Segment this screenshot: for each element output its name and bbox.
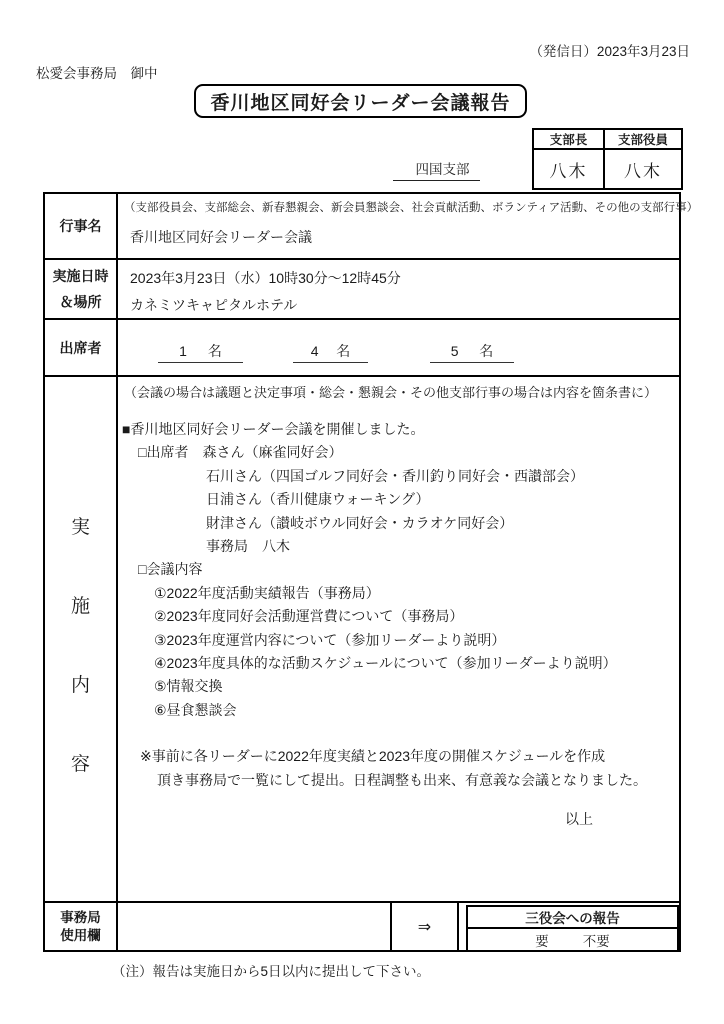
datetime-label-line2: ＆場所 bbox=[59, 294, 102, 310]
details-label-char-1: 実 bbox=[70, 517, 90, 538]
detail-line: ②2023年度同好会活動運営費について（事務局） bbox=[154, 608, 464, 625]
details-cell bbox=[118, 377, 679, 901]
datetime-place-label bbox=[45, 260, 118, 318]
sanyakukai-report-options bbox=[468, 929, 677, 950]
detail-line: □会議内容 bbox=[138, 561, 203, 578]
detail-line: 石川さん（四国ゴルフ同好会・香川釣り同好会・西讃部会） bbox=[206, 467, 584, 484]
datetime-label-line1: 実施日時 bbox=[52, 268, 109, 284]
details-label-char-3: 内 bbox=[70, 675, 90, 696]
attendee-counts bbox=[118, 320, 679, 375]
addressee: 松愛会事務局 御中 bbox=[36, 66, 158, 81]
stamp-value-branch-chief: 八木 bbox=[534, 150, 605, 188]
attendee-count-3 bbox=[430, 341, 514, 363]
option-not-required: 不要 bbox=[582, 933, 610, 949]
approval-stamp-table bbox=[532, 128, 683, 190]
option-required: 要 bbox=[535, 933, 549, 949]
detail-line: ④2023年度具体的な活動スケジュールについて（参加リーダーより説明） bbox=[154, 655, 617, 672]
attendee-count-2-unit: 名 bbox=[336, 343, 351, 359]
stamp-value-branch-officer: 八木 bbox=[624, 161, 662, 181]
attendees-cell bbox=[118, 320, 679, 375]
arrow-cell bbox=[390, 903, 459, 950]
office-use-row bbox=[45, 903, 679, 950]
details-label-char-4: 容 bbox=[70, 754, 90, 775]
detail-line: 頂き事務局で一覧にして提出。日程調整も出来、有意義な会議となりました。 bbox=[157, 771, 647, 788]
stamp-header-branch-officer: 支部役員 bbox=[605, 130, 681, 150]
detail-line: ⑥昼食懇談会 bbox=[154, 701, 237, 718]
datetime-place-row bbox=[45, 260, 679, 320]
report-form-table bbox=[43, 192, 699, 952]
attendee-count-3-unit: 名 bbox=[479, 343, 494, 359]
detail-line: ③2023年度運営内容について（参加リーダーより説明） bbox=[154, 631, 506, 648]
right-arrow-icon: ⇒ bbox=[417, 918, 432, 936]
event-datetime: 2023年3月23日（水）10時30分～12時45分 bbox=[130, 270, 401, 286]
submission-note: （注）報告は実施日から5日以内に提出して下さい。 bbox=[112, 964, 431, 979]
attendee-count-2 bbox=[293, 341, 368, 363]
detail-line: ※事前に各リーダーに2022年度実績と2023年度の開催スケジュールを作成 bbox=[140, 748, 606, 765]
branch-name: 四国支部 bbox=[393, 158, 480, 181]
detail-line: ■香川地区同好会リーダー会議を開催しました。 bbox=[122, 421, 425, 437]
office-use-label-line2: 使用欄 bbox=[60, 927, 101, 943]
event-name-value: 香川地区同好会リーダー会議 bbox=[130, 229, 312, 245]
details-row bbox=[45, 377, 679, 903]
details-label-vertical bbox=[45, 377, 118, 901]
attendee-count-3-value: 5 bbox=[450, 343, 459, 359]
attendee-count-2-value: 4 bbox=[310, 343, 319, 359]
office-use-label-line1: 事務局 bbox=[60, 909, 101, 925]
attendees-row bbox=[45, 320, 679, 377]
detail-line: ⑤情報交換 bbox=[154, 678, 223, 695]
sanyakukai-report-header: 三役会への報告 bbox=[468, 907, 677, 929]
event-name-row bbox=[45, 194, 699, 260]
detail-line: □出席者 森さん（麻雀同好会） bbox=[138, 444, 343, 461]
detail-line: 日浦さん（香川健康ウォーキング） bbox=[206, 491, 430, 508]
attendee-count-1-unit: 名 bbox=[207, 343, 222, 359]
detail-line: 事務局 八木 bbox=[206, 538, 290, 555]
closing-ijou: 以上 bbox=[565, 811, 593, 828]
datetime-place-cell bbox=[118, 260, 679, 318]
event-name-label: 行事名 bbox=[45, 194, 118, 258]
report-title: 香川地区同好会リーダー会議報告 bbox=[210, 92, 511, 114]
details-instruction-note: （会議の場合は議題と決定事項・総会・懇親会・その他支部行事の場合は内容を箇条書に） bbox=[124, 385, 658, 400]
report-title-box bbox=[194, 84, 527, 118]
details-body bbox=[118, 418, 679, 829]
detail-line: ①2022年度活動実績報告（事務局） bbox=[154, 584, 380, 601]
detail-line: 財津さん（讃岐ボウル同好会・カラオケ同好会） bbox=[206, 514, 514, 531]
event-name-cell bbox=[118, 194, 700, 258]
event-place: カネミツキャピタルホテル bbox=[130, 297, 298, 313]
details-label-char-2: 施 bbox=[70, 596, 90, 617]
attendees-label: 出席者 bbox=[45, 320, 118, 375]
office-use-label bbox=[45, 903, 118, 950]
stamp-header-branch-chief: 支部長 bbox=[534, 130, 605, 150]
attendee-count-1-value: 1 bbox=[179, 343, 187, 359]
office-use-cell bbox=[118, 903, 679, 950]
sanyakukai-report-box bbox=[466, 905, 679, 950]
issue-date: （発信日）2023年3月23日 bbox=[529, 44, 690, 59]
event-category-note: （支部役員会、支部総会、新春懇親会、新会員懇談会、社会貢献活動、ボランティア活動、その他の支部行事） bbox=[124, 202, 699, 214]
attendee-count-1 bbox=[158, 341, 243, 363]
